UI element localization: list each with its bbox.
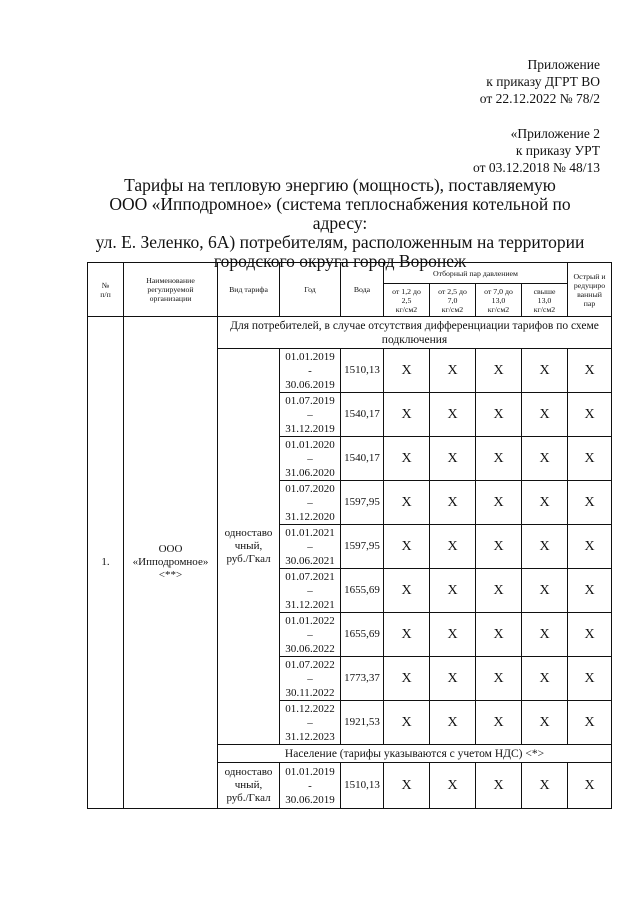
- pressure-2-value: X: [430, 349, 476, 393]
- header-water: Вода: [341, 263, 384, 317]
- sharp-steam-value: X: [568, 481, 612, 525]
- water-tariff-value: 1773,37: [341, 657, 384, 701]
- water-tariff-value: 1597,95: [341, 525, 384, 569]
- period-cell: 01.12.2022 – 31.12.2023: [280, 701, 341, 745]
- water-tariff-value: 1540,17: [341, 393, 384, 437]
- appendix-header-line: к приказу ДГРТ ВО: [486, 74, 600, 89]
- pressure-1-value: X: [384, 613, 430, 657]
- pressure-1-value: X: [384, 569, 430, 613]
- pressure-4-value: X: [522, 569, 568, 613]
- pressure-3-value: X: [476, 763, 522, 809]
- header-pressure-3: от 7,0 до 13,0 кг/см2: [476, 284, 522, 317]
- pressure-1-value: X: [384, 525, 430, 569]
- pressure-2-value: X: [430, 481, 476, 525]
- water-tariff-value: 1597,95: [341, 481, 384, 525]
- pressure-2-value: X: [430, 393, 476, 437]
- sharp-steam-value: X: [568, 763, 612, 809]
- pressure-3-value: X: [476, 437, 522, 481]
- pressure-3-value: X: [476, 613, 522, 657]
- sharp-steam-value: X: [568, 437, 612, 481]
- tariff-type-cell: одноставо чный, руб./Гкал: [218, 763, 280, 809]
- pressure-1-value: X: [384, 393, 430, 437]
- header-pressure-4: свыше 13,0 кг/см2: [522, 284, 568, 317]
- prev-appendix-header-line: «Приложение 2: [510, 126, 600, 141]
- water-tariff-value: 1921,53: [341, 701, 384, 745]
- period-cell: 01.01.2019 - 30.06.2019: [280, 349, 341, 393]
- header-organization: Наименование регулируемой организации: [124, 263, 218, 317]
- pressure-1-value: X: [384, 657, 430, 701]
- section-title-population: Население (тарифы указываются с учетом НДС) <*>: [218, 745, 612, 763]
- prev-appendix-header: [473, 125, 600, 176]
- header-tariff-type: Вид тарифа: [218, 263, 280, 317]
- pressure-2-value: X: [430, 613, 476, 657]
- period-cell: 01.07.2019 – 31.12.2019: [280, 393, 341, 437]
- pressure-2-value: X: [430, 569, 476, 613]
- pressure-4-value: X: [522, 701, 568, 745]
- header-sharp-steam: Острый и редуциро ванный пар: [568, 263, 612, 317]
- pressure-3-value: X: [476, 393, 522, 437]
- pressure-4-value: X: [522, 525, 568, 569]
- pressure-1-value: X: [384, 763, 430, 809]
- tariff-type-cell: одноставо чный, руб./Гкал: [218, 349, 280, 745]
- row-number: 1.: [88, 317, 124, 809]
- header-number: № п/п: [88, 263, 124, 317]
- pressure-2-value: X: [430, 701, 476, 745]
- pressure-4-value: X: [522, 763, 568, 809]
- period-cell: 01.01.2021 – 30.06.2021: [280, 525, 341, 569]
- appendix-header-line: Приложение: [527, 57, 600, 72]
- title-line: ООО «Ипподромное» (система теплоснабжения котельной по адресу:: [109, 194, 571, 233]
- pressure-4-value: X: [522, 657, 568, 701]
- section-title-consumers: Для потребителей, в случае отсутствия дифференциации тарифов по схеме подключения: [218, 317, 612, 349]
- header-pressure-2: от 2,5 до 7,0 кг/см2: [430, 284, 476, 317]
- organization-name: ООО «Ипподромное» <**>: [124, 317, 218, 809]
- period-cell: 01.07.2022 – 30.11.2022: [280, 657, 341, 701]
- period-cell: 01.01.2019 - 30.06.2019: [280, 763, 341, 809]
- pressure-2-value: X: [430, 763, 476, 809]
- pressure-3-value: X: [476, 525, 522, 569]
- appendix-header-line: от 22.12.2022 № 78/2: [479, 91, 600, 106]
- sharp-steam-value: X: [568, 701, 612, 745]
- pressure-4-value: X: [522, 481, 568, 525]
- title-line: Тарифы на тепловую энергию (мощность), поставляемую: [124, 175, 556, 195]
- document-title: [80, 176, 600, 271]
- section-row: [88, 317, 612, 349]
- water-tariff-value: 1510,13: [341, 349, 384, 393]
- appendix-header: [480, 56, 600, 107]
- pressure-1-value: X: [384, 701, 430, 745]
- water-tariff-value: 1510,13: [341, 763, 384, 809]
- pressure-3-value: X: [476, 701, 522, 745]
- water-tariff-value: 1655,69: [341, 569, 384, 613]
- sharp-steam-value: X: [568, 569, 612, 613]
- pressure-1-value: X: [384, 437, 430, 481]
- sharp-steam-value: X: [568, 525, 612, 569]
- pressure-4-value: X: [522, 613, 568, 657]
- pressure-4-value: X: [522, 393, 568, 437]
- pressure-3-value: X: [476, 349, 522, 393]
- period-cell: 01.01.2020 – 31.06.2020: [280, 437, 341, 481]
- sharp-steam-value: X: [568, 349, 612, 393]
- prev-appendix-header-line: к приказу УРТ: [515, 143, 600, 158]
- title-line: ул. Е. Зеленко, 6А) потребителям, расположенным на территории: [95, 232, 585, 252]
- sharp-steam-value: X: [568, 393, 612, 437]
- water-tariff-value: 1655,69: [341, 613, 384, 657]
- header-steam-group: Отборный пар давлением: [384, 263, 568, 284]
- pressure-1-value: X: [384, 481, 430, 525]
- prev-appendix-header-line: от 03.12.2018 № 48/13: [473, 160, 600, 175]
- title-line: городского округа город Воронеж: [213, 251, 467, 271]
- period-cell: 01.07.2021 – 31.12.2021: [280, 569, 341, 613]
- pressure-4-value: X: [522, 349, 568, 393]
- pressure-4-value: X: [522, 437, 568, 481]
- pressure-2-value: X: [430, 657, 476, 701]
- sharp-steam-value: X: [568, 657, 612, 701]
- water-tariff-value: 1540,17: [341, 437, 384, 481]
- period-cell: 01.01.2022 – 30.06.2022: [280, 613, 341, 657]
- pressure-2-value: X: [430, 437, 476, 481]
- header-pressure-1: от 1,2 до 2,5 кг/см2: [384, 284, 430, 317]
- pressure-3-value: X: [476, 657, 522, 701]
- pressure-3-value: X: [476, 481, 522, 525]
- pressure-1-value: X: [384, 349, 430, 393]
- period-cell: 01.07.2020 – 31.12.2020: [280, 481, 341, 525]
- pressure-2-value: X: [430, 525, 476, 569]
- pressure-3-value: X: [476, 569, 522, 613]
- table-header-row: [88, 263, 612, 284]
- sharp-steam-value: X: [568, 613, 612, 657]
- header-year: Год: [280, 263, 341, 317]
- tariff-table: [87, 262, 612, 809]
